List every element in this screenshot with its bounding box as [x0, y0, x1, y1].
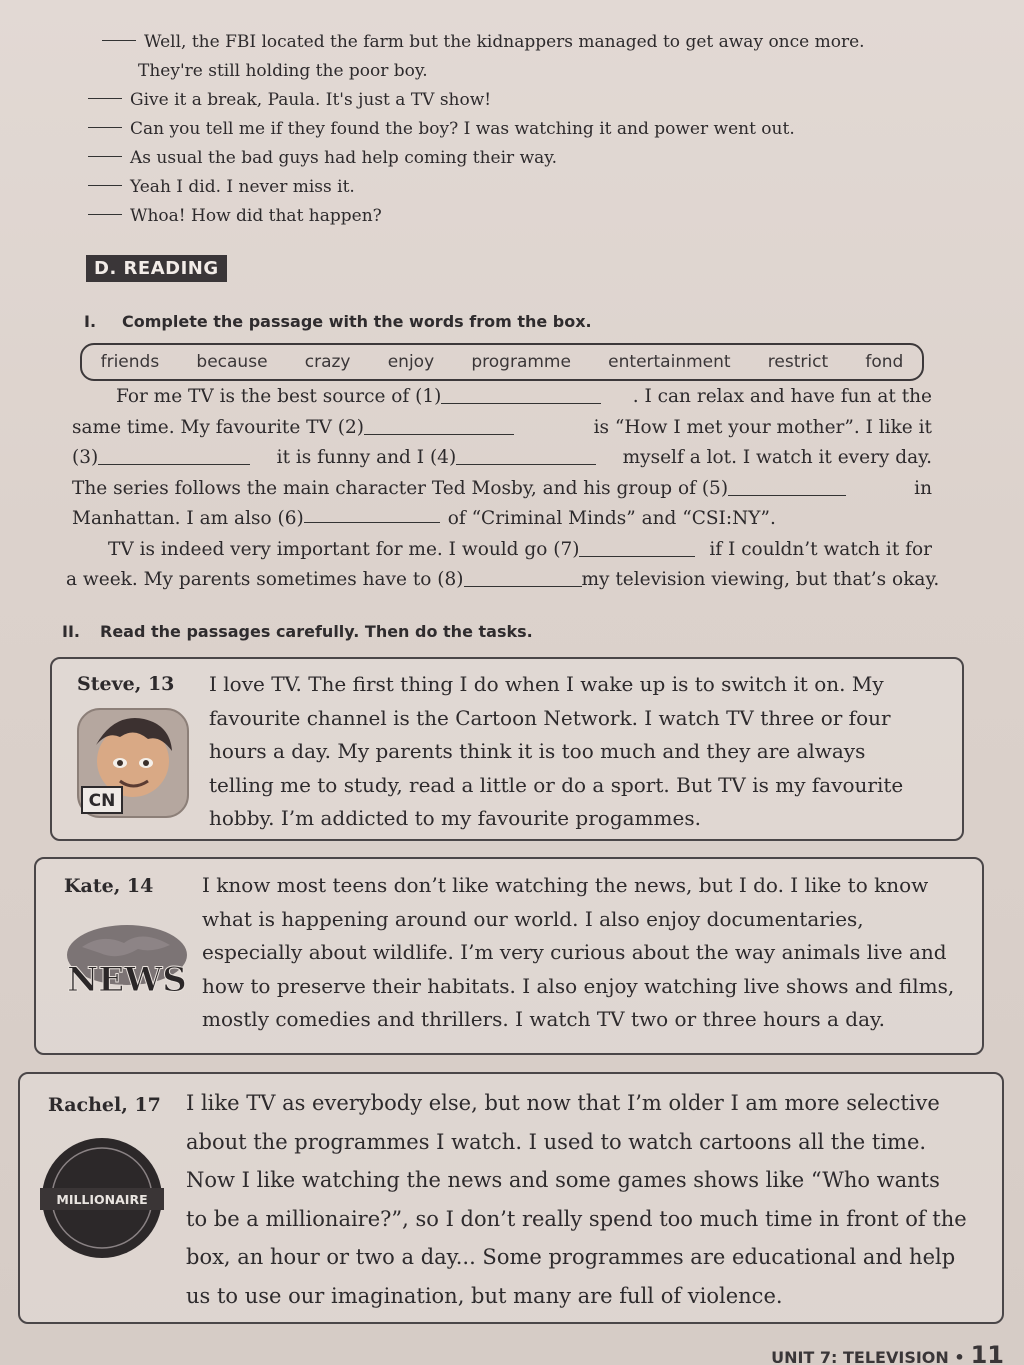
page-number: 11 — [970, 1341, 1004, 1365]
word-box-item: restrict — [767, 352, 829, 372]
order-number-blank[interactable] — [88, 185, 122, 186]
dialogue-text: As usual the bad guys had help coming their way. — [130, 148, 558, 168]
news-logo-text: NEWS — [67, 960, 187, 1000]
profile-card-kate — [34, 857, 984, 1055]
page-footer — [771, 1341, 1004, 1365]
profile-text-line: especially about wildlife. I’m very curious about the way animals live and — [202, 940, 947, 964]
profile-text-line: mostly comedies and thrillers. I watch TV two or three hours a day. — [202, 1007, 885, 1031]
word-box — [80, 343, 924, 381]
task-2-instruction — [62, 622, 533, 641]
dialogue-item — [88, 86, 948, 115]
dialogue-text: Well, the FBI located the farm but the kidnappers managed to get away once more. — [144, 32, 865, 52]
passage-text: my television viewing, but that’s okay. — [581, 569, 940, 590]
gap-fill-passage — [66, 382, 940, 596]
passage-text: . I can relax and have fun at the — [632, 386, 932, 407]
dialogue-item — [88, 144, 948, 173]
task-2-number: II. — [62, 622, 80, 641]
cartoon-network-logo — [74, 705, 192, 825]
profile-text-line: Now I like watching the news and some games shows like “Who wants — [186, 1168, 940, 1192]
dialogue-item-continued — [88, 57, 948, 86]
passage-text: (3) — [72, 447, 99, 468]
blank-5[interactable] — [728, 477, 846, 496]
passage-text: For me TV is the best source of (1) — [116, 386, 442, 407]
blank-2[interactable] — [364, 416, 514, 435]
profile-text-line: what is happening around our world. I also enjoy documentaries, — [202, 906, 864, 931]
profile-name: Steve, 13 — [77, 673, 175, 695]
order-number-blank[interactable] — [88, 127, 122, 128]
section-heading: D. READING — [86, 255, 227, 282]
profile-text-line: I love TV. The first thing I do when I wake up is to switch it on. My — [209, 672, 884, 696]
cn-logo-text: CN — [88, 791, 116, 811]
task-1-text: Complete the passage with the words from the box. — [122, 312, 592, 331]
word-box-item: entertainment — [608, 352, 731, 372]
profile-name: Rachel, 17 — [48, 1094, 161, 1116]
order-number-blank[interactable] — [102, 40, 136, 41]
profile-card-rachel — [18, 1072, 1004, 1324]
passage-text: it is funny and I (4) — [276, 447, 457, 468]
profile-text — [209, 668, 903, 836]
dialogue-text: Yeah I did. I never miss it. — [130, 177, 355, 197]
dialogue-item — [88, 28, 948, 57]
dialogue-item — [88, 202, 948, 231]
millionaire-logo — [38, 1134, 166, 1266]
word-box-item: fond — [865, 352, 904, 372]
unit-label: UNIT 7: TELEVISION • — [771, 1348, 965, 1365]
passage-text: a week. My parents sometimes have to (8) — [66, 569, 464, 590]
word-box-item: friends — [100, 352, 160, 372]
profile-text — [186, 1084, 967, 1315]
order-number-blank[interactable] — [88, 214, 122, 215]
blank-7[interactable] — [579, 538, 695, 557]
profile-text-line: favourite channel is the Cartoon Network. I watch TV three or four — [209, 705, 891, 730]
word-box-item: crazy — [304, 352, 351, 372]
profile-text-line: hours a day. My parents think it is too much and they are always — [209, 739, 866, 763]
profile-text-line: hobby. I’m addicted to my favourite progammes. — [209, 806, 701, 830]
profile-card-steve — [50, 657, 964, 841]
profile-text — [202, 869, 954, 1037]
task-2-text: Read the passages carefully. Then do the tasks. — [100, 622, 533, 641]
dialogue-list — [88, 28, 948, 231]
word-box-item: enjoy — [387, 352, 435, 372]
profile-text-line: how to preserve their habitats. I also enjoy watching live shows and films, — [202, 973, 955, 998]
profile-text-line: about the programmes I watch. I used to watch cartoons all the time. — [186, 1129, 927, 1154]
passage-text: same time. My favourite TV (2) — [72, 416, 364, 438]
blank-3[interactable] — [98, 446, 250, 465]
passage-text: in — [914, 477, 932, 499]
profile-name: Kate, 14 — [64, 875, 154, 897]
profile-text-line: telling me to study, read a little or do a sport. But TV is my favourite — [209, 772, 904, 797]
word-box-item: because — [196, 352, 268, 372]
dialogue-text: Can you tell me if they found the boy? I was watching it and power went out. — [130, 119, 795, 139]
news-logo — [52, 919, 202, 1009]
passage-text: of “Criminal Minds” and “CSI:NY”. — [447, 508, 776, 529]
profile-text-line: to be a millionaire?”, so I don’t really spend too much time in front of the — [186, 1206, 967, 1231]
blank-6[interactable] — [304, 504, 440, 523]
order-number-blank[interactable] — [88, 98, 122, 99]
task-1-number: I. — [84, 312, 97, 331]
blank-1[interactable] — [441, 385, 601, 404]
profile-text-line: us to use our imagination, but many are full of violence. — [186, 1283, 783, 1308]
passage-text: The series follows the main character Ted Mosby, and his group of (5) — [72, 477, 729, 499]
blank-8[interactable] — [464, 568, 582, 587]
passage-text: is “How I met your mother”. I like it — [593, 416, 932, 438]
profile-text-line: I like TV as everybody else, but now that I’m older I am more selective — [186, 1091, 940, 1115]
dialogue-text: They're still holding the poor boy. — [138, 61, 428, 81]
passage-text: TV is indeed very important for me. I would go (7) — [108, 538, 580, 560]
dialogue-item — [88, 173, 948, 202]
profile-text-line: I know most teens don’t like watching the news, but I do. I like to know — [202, 873, 929, 897]
dialogue-item — [88, 115, 948, 144]
passage-text: myself a lot. I watch it every day. — [622, 447, 932, 468]
dialogue-text: Give it a break, Paula. It's just a TV show! — [130, 90, 492, 110]
passage-text: Manhattan. I am also (6) — [72, 508, 304, 529]
passage-text: if I couldn’t watch it for — [709, 538, 932, 560]
profile-text-line: box, an hour or two a day... Some programmes are educational and help — [186, 1245, 956, 1269]
millionaire-logo-text: MILLIONAIRE — [56, 1192, 148, 1207]
order-number-blank[interactable] — [88, 156, 122, 157]
task-1-instruction — [84, 312, 592, 331]
dialogue-text: Whoa! How did that happen? — [130, 206, 382, 226]
word-box-item: programme — [471, 352, 571, 372]
blank-4[interactable] — [456, 446, 596, 465]
